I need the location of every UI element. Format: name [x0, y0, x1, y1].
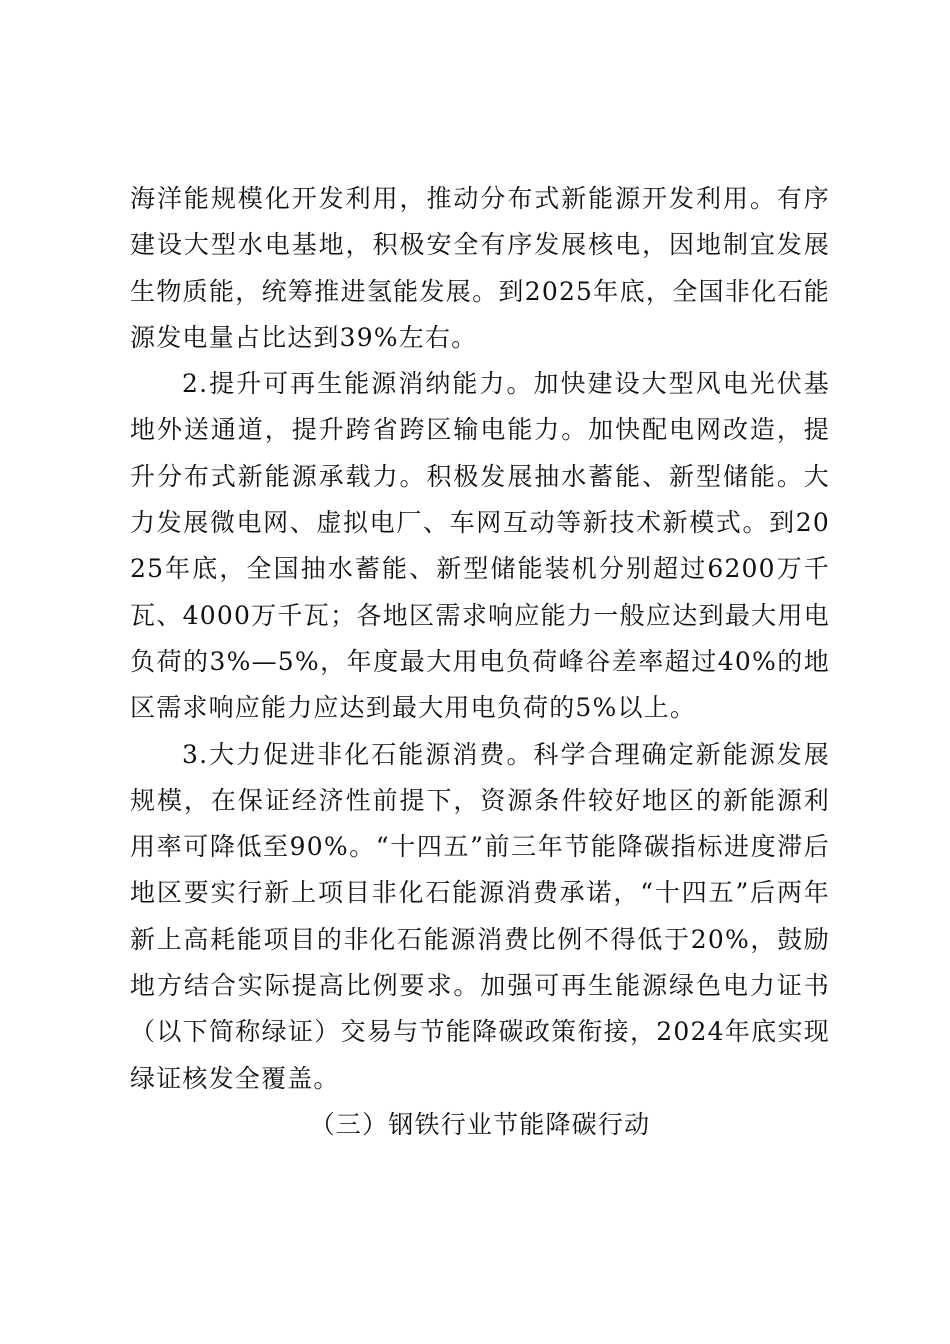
paragraph-renewable-consumption-capacity: 2.提升可再生能源消纳能力。加快建设大型风电光伏基地外送通道，提升跨省跨区输电能力。加快配电网改造，提升分布式新能源承载力。积极发展抽水蓄能、新型储能。大力发展微电网、虚拟电厂、车网互动等新技术新模式。到2025年底，全国抽水蓄能、新型储能装机分别超过6200万千瓦、4000万千瓦；各地区需求响应能力一般应达到最大用电负荷的3%—5%，年度最大用电负荷峰谷差率超过40%的地区需求响应能力应达到最大用电负荷的5%以上。 [130, 369, 830, 723]
section-heading: （三）钢铁行业节能降碳行动 [309, 1109, 651, 1139]
paragraph-non-fossil-consumption: 3.大力促进非化石能源消费。科学合理确定新能源发展规模，在保证经济性前提下，资源条件较好地区的新能源利用率可降低至90%。“十四五”前三年节能降碳指标进度滞后地区要实行新上项目非化石能源消费承诺，“十四五”后两年新上高耗能项目的非化石能源消费比例不得低于20%，鼓励地方结合实际提高比例要求。加强可再生能源绿色电力证书（以下简称绿证）交易与节能降碳政策衔接，2024年底实现绿证核发全覆盖。 [130, 739, 830, 1093]
paragraph-continuation: 海洋能规模化开发利用，推动分布式新能源开发利用。有序建设大型水电基地，积极安全有序发展核电，因地制宜发展生物质能，统筹推进氢能发展。到2025年底，全国非化石能源发电量占比达到39%左右。 [130, 184, 830, 352]
document-page [130, 176, 830, 1148]
